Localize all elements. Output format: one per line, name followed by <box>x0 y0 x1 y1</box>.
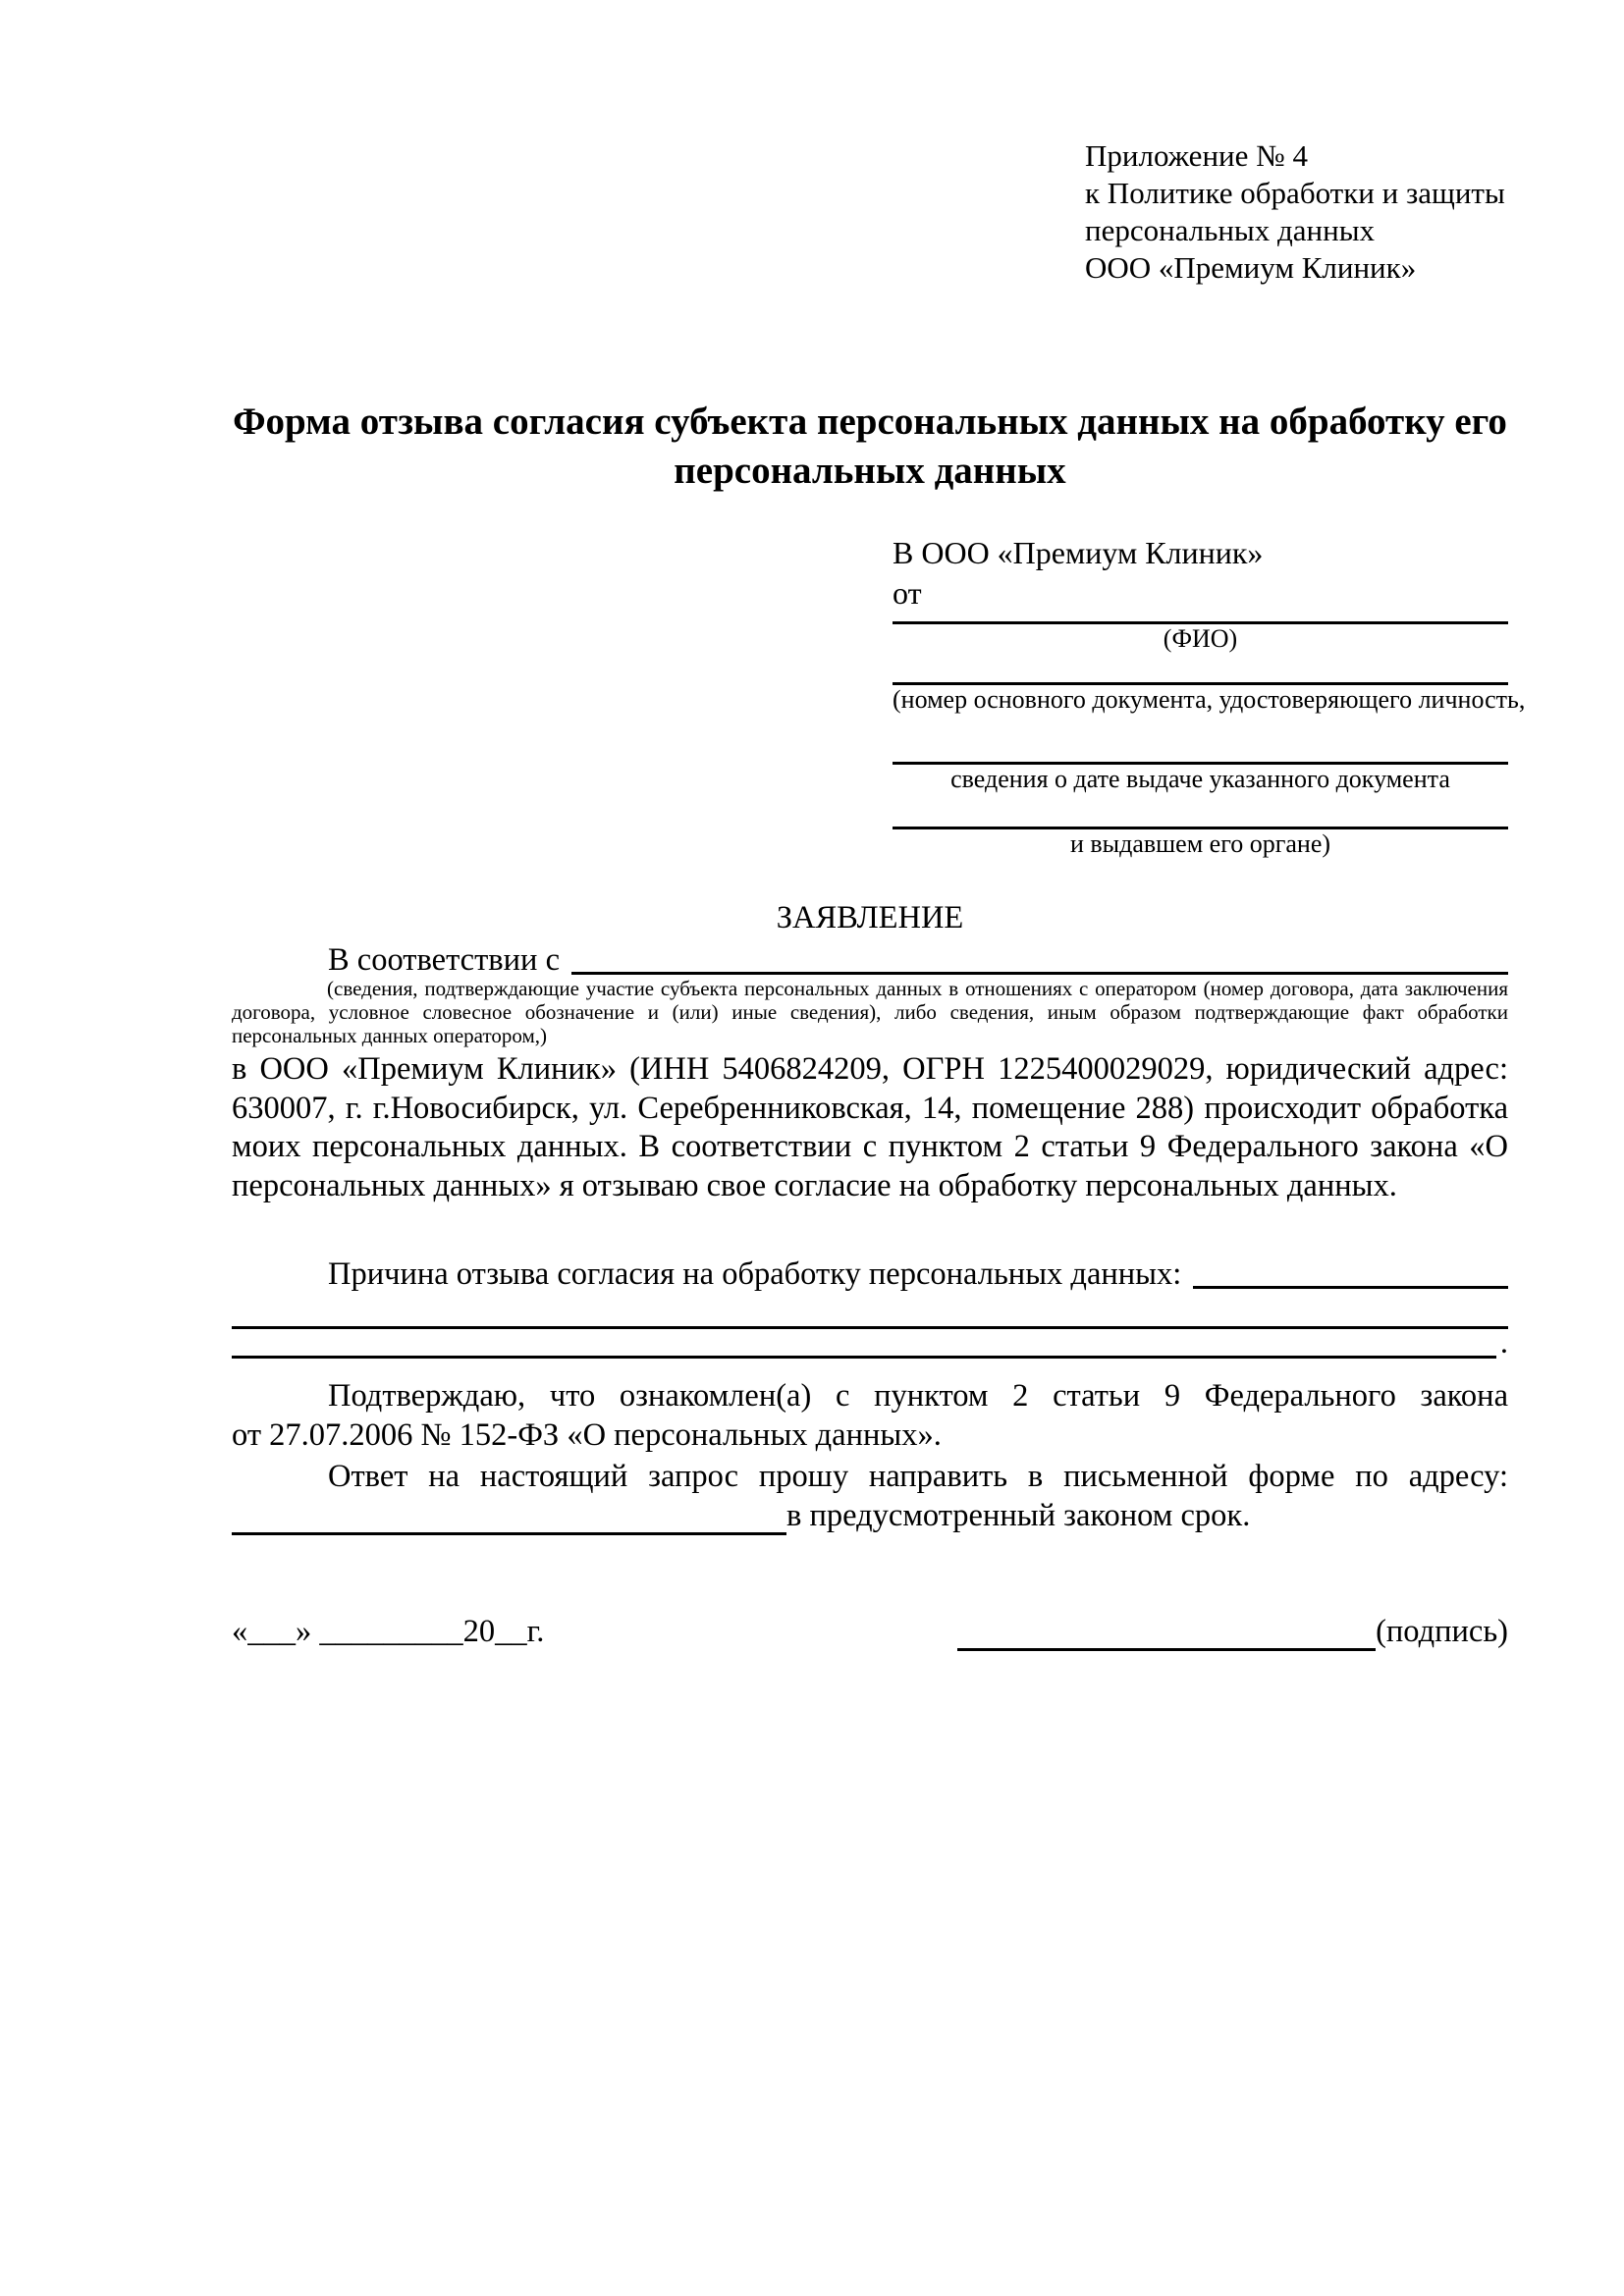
confirmation-line-1: Подтверждаю, что ознакомлен(а) с пунктом 2 статьи 9 Федерального закона <box>328 1378 1508 1414</box>
appendix-line: ООО «Премиум Клиник» <box>1085 250 1417 285</box>
fio-input-line[interactable] <box>893 614 1508 624</box>
reason-line-period: . <box>1499 1324 1508 1361</box>
accordance-fill-line[interactable] <box>571 972 1508 975</box>
reply-request-line: Ответ на настоящий запрос прошу направить в письменной форме по адресу: <box>328 1459 1508 1494</box>
signature-caption: (подпись) <box>1376 1614 1508 1649</box>
date-blank[interactable]: «___» _________20__г. <box>232 1614 545 1649</box>
reason-extra-line-2-row <box>232 1324 1508 1359</box>
appendix-header <box>1085 137 1537 287</box>
document-number-caption: (номер основного документа, удостоверяющего личность, <box>893 685 1526 714</box>
issue-date-input-line[interactable] <box>893 715 1508 765</box>
statement-heading: ЗАЯВЛЕНИЕ <box>776 900 964 935</box>
confirmation-paragraph <box>232 1376 1508 1455</box>
address-input-line[interactable] <box>232 1532 786 1535</box>
reason-row <box>232 1255 1508 1294</box>
issue-date-caption: сведения о дате выдаче указанного документа <box>950 765 1450 793</box>
reply-address-row <box>232 1496 1508 1535</box>
date-signature-row <box>232 1612 1508 1651</box>
appendix-line: персональных данных <box>1085 213 1376 247</box>
fio-caption: (ФИО) <box>1163 624 1238 653</box>
document-number-input-line[interactable] <box>893 654 1508 685</box>
operator-paragraph: в ООО «Премиум Клиник» (ИНН 5406824209, ОГРН 1225400029029, юридический адрес: 630007, г. г.Новосибирск, ул. Серебренниковская, 14, помещение 288) происходит обработка моих персональных данных. В соответствии с пунктом 2 статьи 9 Федерального закона «О персональных данных» я отзываю свое согласие на обработку персональных данных. <box>232 1051 1508 1203</box>
accordance-footnote: (сведения, подтверждающие участие субъекта персональных данных в отношениях с оператором (номер договора, дата заключения договора, условное словесное обозначение и (или) иные сведения), либо сведения, иным образом подтверждающие факт обработки персональных данных оператором,) <box>232 977 1508 1047</box>
reason-label: Причина отзыва согласия на обработку персональных данных: <box>328 1256 1182 1292</box>
addressee-to: В ООО «Премиум Клиник» <box>893 535 1264 570</box>
signature-input-line[interactable] <box>957 1648 1376 1651</box>
appendix-line: Приложение № 4 <box>1085 138 1308 173</box>
addressee-from-label: от <box>893 575 922 611</box>
reason-extra-line-2[interactable] <box>232 1356 1496 1359</box>
reason-fill-line[interactable] <box>1193 1286 1508 1289</box>
addressee-block <box>893 533 1526 859</box>
page-title: Форма отзыва согласия субъекта персональных данных на обработку его персональных данных <box>233 400 1507 492</box>
issuing-authority-input-line[interactable] <box>893 794 1508 829</box>
accordance-row <box>232 940 1508 980</box>
reply-tail-text: в предусмотренный законом срок. <box>786 1498 1251 1533</box>
accordance-label: В соответствии с <box>328 942 560 978</box>
issuing-authority-caption: и выдавшем его органе) <box>1069 829 1331 858</box>
confirmation-line-2: от 27.07.2006 № 152-ФЗ «О персональных данных». <box>232 1417 942 1453</box>
signature-area <box>957 1612 1508 1651</box>
appendix-line: к Политике обработки и защиты <box>1085 176 1505 210</box>
